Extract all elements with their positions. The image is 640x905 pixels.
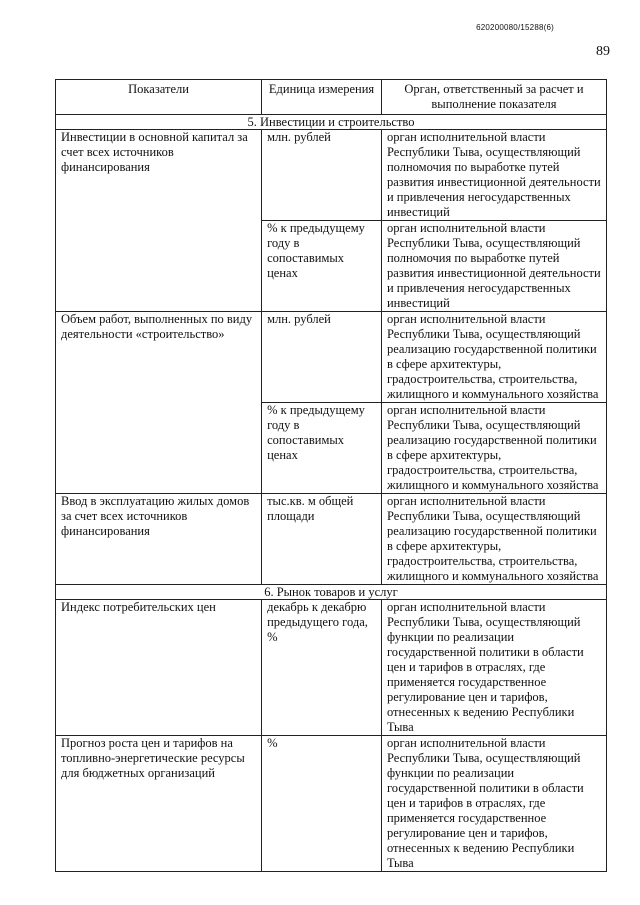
indicator-cell: Инвестиции в основной капитал за счет всех источников финансирования: [56, 130, 262, 312]
unit-cell: % к предыдущему году в сопоставимых ценах: [262, 403, 382, 494]
responsible-body-cell: орган исполнительной власти Республики Тыва, осуществляющий функции по реализации государственной политики в области цен и тарифов в отраслях, где применяется государственное регулирование цен и тарифов, отнесенных к ведению Республики Тыва: [381, 600, 606, 736]
responsible-body-cell: орган исполнительной власти Республики Тыва, осуществляющий функции по реализации государственной политики в области цен и тарифов в отраслях, где применяется государственное регулирование цен и тарифов, отнесенных к ведению Республики Тыва: [381, 736, 606, 872]
section-title: 5. Инвестиции и строительство: [56, 115, 607, 130]
section-title: 6. Рынок товаров и услуг: [56, 585, 607, 600]
unit-cell: декабрь к декабрю предыдущего года, %: [262, 600, 382, 736]
unit-cell: млн. рублей: [262, 130, 382, 221]
indicator-cell: Индекс потребительских цен: [56, 600, 262, 736]
table-row: [56, 736, 607, 872]
page-number: 89: [596, 44, 610, 59]
unit-cell: млн. рублей: [262, 312, 382, 403]
indicator-cell: Прогноз роста цен и тарифов на топливно-энергетические ресурсы для бюджетных организаций: [56, 736, 262, 872]
table-row: [56, 494, 607, 585]
indicator-cell: Ввод в эксплуатацию жилых домов за счет всех источников финансирования: [56, 494, 262, 585]
document-code: 620200080/15288(6): [476, 23, 554, 32]
column-header-unit: Единица измерения: [262, 80, 382, 115]
responsible-body-cell: орган исполнительной власти Республики Тыва, осуществляющий реализацию государственной политики в сфере архитектуры, градостроительства, строительства, жилищного и коммунального хозяйства: [381, 312, 606, 403]
section-row: [56, 585, 607, 600]
column-header-indicators: Показатели: [56, 80, 262, 115]
responsible-body-cell: орган исполнительной власти Республики Тыва, осуществляющий реализацию государственной политики в сфере архитектуры, градостроительства, строительства, жилищного и коммунального хозяйства: [381, 494, 606, 585]
column-header-responsible-body: Орган, ответственный за расчет и выполнение показателя: [381, 80, 606, 115]
section-row: [56, 115, 607, 130]
table-row: [56, 312, 607, 403]
responsible-body-cell: орган исполнительной власти Республики Тыва, осуществляющий реализацию государственной политики в сфере архитектуры, градостроительства, строительства, жилищного и коммунального хозяйства: [381, 403, 606, 494]
table-row: [56, 130, 607, 221]
indicators-table: [55, 79, 607, 872]
unit-cell: % к предыдущему году в сопоставимых ценах: [262, 221, 382, 312]
unit-cell: %: [262, 736, 382, 872]
table-header-row: [56, 80, 607, 115]
responsible-body-cell: орган исполнительной власти Республики Тыва, осуществляющий полномочия по выработке путей развития инвестиционной деятельности и привлечения негосударственных инвестиций: [381, 221, 606, 312]
responsible-body-cell: орган исполнительной власти Республики Тыва, осуществляющий полномочия по выработке путей развития инвестиционной деятельности и привлечения негосударственных инвестиций: [381, 130, 606, 221]
unit-cell: тыс.кв. м общей площади: [262, 494, 382, 585]
indicator-cell: Объем работ, выполненных по виду деятельности «строительство»: [56, 312, 262, 494]
table-row: [56, 600, 607, 736]
